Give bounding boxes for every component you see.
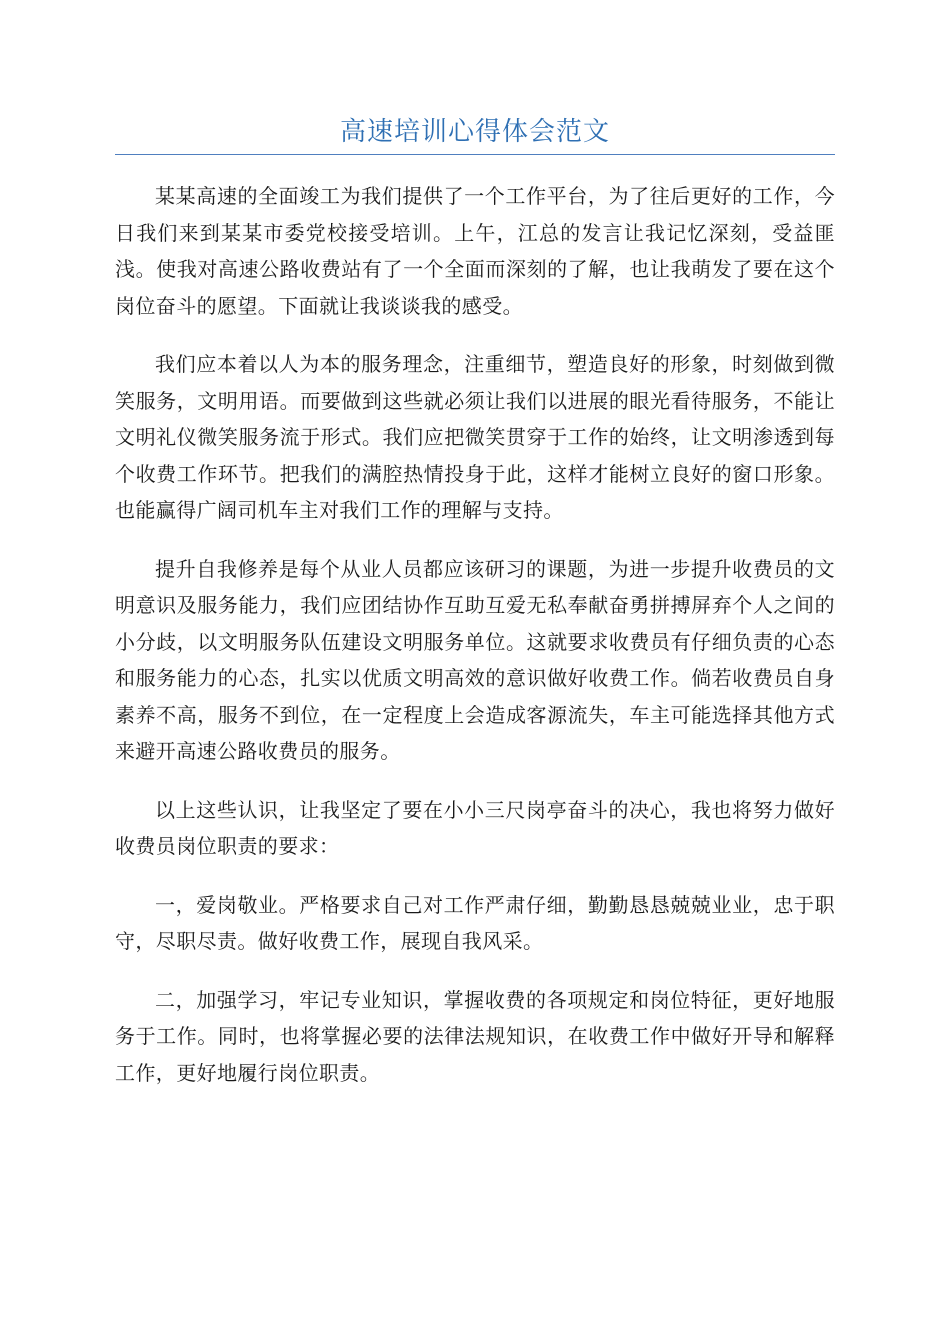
document-body [115, 178, 835, 1113]
paragraph-4: 以上这些认识，让我坚定了要在小小三尺岗亭奋斗的决心，我也将努力做好收费员岗位职责的要求： [115, 797, 835, 858]
title-underline [115, 154, 835, 155]
paragraph-3: 提升自我修养是每个从业人员都应该研习的课题，为进一步提升收费员的文明意识及服务能力，我们应团结协作互助互爱无私奉献奋勇拼搏屏弃个人之间的小分歧，以文明服务队伍建设文明服务单位。这就要求收费员有仔细负责的心态和服务能力的心态，扎实以优质文明高效的意识做好收费工作。倘若收费员自身素养不高，服务不到位，在一定程度上会造成客源流失，车主可能选择其他方式来避开高速公路收费员的服务。 [115, 556, 835, 763]
paragraph-5: 一，爱岗敬业。严格要求自己对工作严肃仔细，勤勤恳恳兢兢业业，忠于职守，尽职尽责。做好收费工作，展现自我风采。 [115, 892, 835, 953]
paragraph-1: 某某高速的全面竣工为我们提供了一个工作平台，为了往后更好的工作，今日我们来到某某市委党校接受培训。上午，江总的发言让我记忆深刻，受益匪浅。使我对高速公路收费站有了一个全面而深刻的了解，也让我萌发了要在这个岗位奋斗的愿望。下面就让我谈谈我的感受。 [115, 184, 835, 318]
paragraph-2: 我们应本着以人为本的服务理念，注重细节，塑造良好的形象，时刻做到微笑服务，文明用语。而要做到这些就必须让我们以进展的眼光看待服务，不能让文明礼仪微笑服务流于形式。我们应把微笑贯穿于工作的始终，让文明渗透到每个收费工作环节。把我们的满腔热情投身于此，这样才能树立良好的窗口形象。也能赢得广阔司机车主对我们工作的理解与支持。 [115, 352, 835, 522]
paragraph-6: 二，加强学习，牢记专业知识，掌握收费的各项规定和岗位特征，更好地服务于工作。同时，也将掌握必要的法律法规知识，在收费工作中做好开导和解释工作，更好地履行岗位职责。 [115, 987, 835, 1085]
document-title: 高速培训心得体会范文 [339, 117, 610, 147]
